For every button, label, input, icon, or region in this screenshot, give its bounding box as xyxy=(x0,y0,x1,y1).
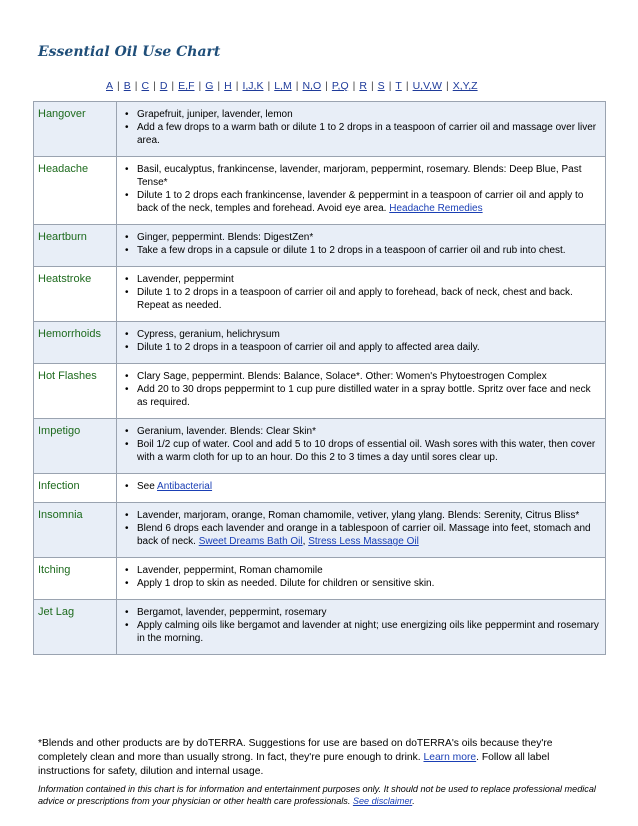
usage-cell xyxy=(117,322,606,364)
nav-separator: | xyxy=(153,80,156,92)
usage-text: Dilute 1 to 2 drops in a teaspoon of carrier oil and apply to affected area daily. xyxy=(137,342,480,353)
table-row xyxy=(34,558,606,600)
list-item xyxy=(137,577,601,590)
nav-separator: | xyxy=(405,80,409,92)
alpha-link-xyz[interactable]: X,Y,Z xyxy=(452,80,478,92)
nav-separator: | xyxy=(325,80,328,92)
list-item xyxy=(137,509,601,522)
usage-list xyxy=(121,108,601,147)
condition-name: Jet Lag xyxy=(34,600,117,655)
usage-text: Clary Sage, peppermint. Blends: Balance, Solace*. Other: Women's Phytoestrogen Complex xyxy=(137,371,547,382)
condition-name: Insomnia xyxy=(34,503,117,558)
alpha-link-h[interactable]: H xyxy=(224,80,232,92)
list-item xyxy=(137,619,601,645)
table-row xyxy=(34,474,606,503)
alpha-link-d[interactable]: D xyxy=(159,80,168,92)
usage-cell xyxy=(117,225,606,267)
stress-less-massage-oil-link[interactable]: Stress Less Massage Oil xyxy=(308,536,419,547)
usage-cell xyxy=(117,364,606,419)
table-row xyxy=(34,419,606,474)
alpha-link-a[interactable]: A xyxy=(106,80,114,92)
usage-cell xyxy=(117,267,606,322)
usage-cell xyxy=(117,558,606,600)
list-item xyxy=(137,425,601,438)
usage-cell xyxy=(117,503,606,558)
alpha-link-s[interactable]: S xyxy=(377,80,385,92)
alpha-link-t[interactable]: T xyxy=(395,80,402,92)
usage-cell xyxy=(117,102,606,157)
usage-text: Geranium, lavender. Blends: Clear Skin* xyxy=(137,426,316,437)
list-item: • Blend 6 drops each lavender and orange in a tablespoon of carrier oil. Massage into feet, stomach and back of neck. Sweet Dreams Bath Oil, Stress Less Massage Oil xyxy=(137,522,601,548)
usage-text: See xyxy=(137,481,155,492)
usage-list xyxy=(121,606,601,645)
list-item xyxy=(137,163,601,189)
alpha-link-g[interactable]: G xyxy=(205,80,214,92)
disclaimer-text: Information contained in this chart is for information and entertainment purposes only. It should not be used to replace professional medical advice or prescriptions from your physician or other health care professionals. xyxy=(38,784,596,806)
usage-text: Add 20 to 30 drops peppermint to 1 cup pure distilled water in a spray bottle. Spritz over face and neck as required. xyxy=(137,384,591,408)
list-item xyxy=(137,606,601,619)
alpha-link-uvw[interactable]: U,V,W xyxy=(412,80,442,92)
condition-name: Heartburn xyxy=(34,225,117,267)
usage-text: Add a few drops to a warm bath or dilute 1 to 2 drops in a teaspoon of carrier oil and massage over liver area. xyxy=(137,122,597,146)
list-item xyxy=(137,121,601,147)
condition-name: Itching xyxy=(34,558,117,600)
list-item xyxy=(137,370,601,383)
list-item xyxy=(137,480,601,493)
nav-separator: | xyxy=(171,80,175,92)
alpha-link-pq[interactable]: P,Q xyxy=(331,80,349,92)
list-item xyxy=(137,341,601,354)
usage-cell xyxy=(117,600,606,655)
condition-name: Hot Flashes xyxy=(34,364,117,419)
usage-list xyxy=(121,231,601,257)
usage-text: Boil 1/2 cup of water. Cool and add 5 to 10 drops of essential oil. Wash sores with this water, then cover with a warm cloth for up to an hour. Do this 2 to 3 times a day until sores clear up. xyxy=(137,439,596,463)
table-row xyxy=(34,157,606,225)
see-disclaimer-link[interactable]: See disclaimer xyxy=(352,796,413,806)
alpha-link-ef[interactable]: E,F xyxy=(178,80,195,92)
usage-cell xyxy=(117,157,606,225)
nav-separator: | xyxy=(235,80,239,92)
usage-text: Basil, eucalyptus, frankincense, lavender, marjoram, peppermint, rosemary. Blends: Deep Blue, Past Tense* xyxy=(137,164,582,188)
nav-separator: | xyxy=(352,80,356,92)
nav-separator: | xyxy=(445,80,449,92)
usage-text: Apply 1 drop to skin as needed. Dilute for children or sensitive skin. xyxy=(137,578,435,589)
usage-text: Cypress, geranium, helichrysum xyxy=(137,329,280,340)
list-item xyxy=(137,273,601,286)
usage-cell xyxy=(117,419,606,474)
table-row xyxy=(34,322,606,364)
oil-use-table xyxy=(33,101,606,655)
usage-text: Blend 6 drops each lavender and orange in a tablespoon of carrier oil. Massage into feet, stomach and back of neck. xyxy=(137,523,591,547)
alpha-link-b[interactable]: B xyxy=(123,80,131,92)
nav-separator: | xyxy=(198,80,202,92)
nav-separator: | xyxy=(388,80,392,92)
nav-separator: | xyxy=(295,80,299,92)
usage-list xyxy=(121,425,601,464)
list-item xyxy=(137,328,601,341)
condition-name: Hangover xyxy=(34,102,117,157)
condition-name: Hemorrhoids xyxy=(34,322,117,364)
usage-list xyxy=(121,163,601,215)
antibacterial-link[interactable]: Antibacterial xyxy=(157,481,213,492)
alpha-link-r[interactable]: R xyxy=(359,80,367,92)
footnote-text: *Blends and other products are by doTERRA. Suggestions for use are based on doTERRA's oils because they're completely clean and more than usually strong. In fact, they're pure enough to drink. xyxy=(38,738,553,763)
learn-more-link[interactable]: Learn more xyxy=(423,752,477,763)
list-item xyxy=(137,383,601,409)
usage-text: Take a few drops in a capsule or dilute 1 to 2 drops in a teaspoon of carrier oil and rub into chest. xyxy=(137,245,566,256)
disclaimer-text-after: . xyxy=(412,796,415,806)
usage-text: Ginger, peppermint. Blends: DigestZen* xyxy=(137,232,314,243)
nav-separator: | xyxy=(217,80,221,92)
list-item xyxy=(137,108,601,121)
condition-name: Heatstroke xyxy=(34,267,117,322)
list-item xyxy=(137,231,601,244)
usage-list xyxy=(121,564,601,590)
nav-separator: | xyxy=(267,80,271,92)
usage-list xyxy=(121,509,601,548)
usage-cell xyxy=(117,474,606,503)
usage-list xyxy=(121,328,601,354)
usage-text: Bergamot, lavender, peppermint, rosemary xyxy=(137,607,327,618)
page-title: Essential Oil Use Chart xyxy=(38,44,221,60)
condition-name: Infection xyxy=(34,474,117,503)
condition-name: Impetigo xyxy=(34,419,117,474)
table-row xyxy=(34,267,606,322)
list-item xyxy=(137,189,601,215)
footnote-text-after: . Follow all label instructions for safety, dilution and internal usage. xyxy=(38,752,550,777)
usage-list xyxy=(121,273,601,312)
table-row xyxy=(34,225,606,267)
usage-text: Dilute 1 to 2 drops in a teaspoon of carrier oil and apply to forehead, back of neck, chest and back. Repeat as needed. xyxy=(137,287,573,311)
table-row xyxy=(34,600,606,655)
table-row xyxy=(34,102,606,157)
blends-footnote xyxy=(38,737,598,779)
alpha-link-no[interactable]: N,O xyxy=(302,80,322,92)
usage-text: Lavender, marjoram, orange, Roman chamomile, vetiver, ylang ylang. Blends: Serenity, Citrus Bliss* xyxy=(137,510,580,521)
nav-separator: | xyxy=(370,80,374,92)
alpha-link-ijk[interactable]: I,J,K xyxy=(242,80,264,92)
usage-text: Lavender, peppermint, Roman chamomile xyxy=(137,565,323,576)
table-row xyxy=(34,503,606,558)
usage-text: Grapefruit, juniper, lavender, lemon xyxy=(137,109,293,120)
alphabet-nav xyxy=(106,80,478,92)
usage-text: Dilute 1 to 2 drops each frankincense, lavender & peppermint in a teaspoon of carrier oil and apply to back of the neck, temples and forehead. Avoid eye area. xyxy=(137,190,584,214)
usage-text: Apply calming oils like bergamot and lavender at night; use energizing oils like peppermint and rosemary in the morning. xyxy=(137,620,599,644)
usage-list xyxy=(121,370,601,409)
list-item xyxy=(137,286,601,312)
list-item xyxy=(137,564,601,577)
alpha-link-c[interactable]: C xyxy=(141,80,150,92)
table-row xyxy=(34,364,606,419)
nav-separator: | xyxy=(117,80,120,92)
usage-list xyxy=(121,480,601,493)
usage-text: Lavender, peppermint xyxy=(137,274,234,285)
disclaimer-note xyxy=(38,783,598,807)
list-item xyxy=(137,438,601,464)
condition-name: Headache xyxy=(34,157,117,225)
alpha-link-lm[interactable]: L,M xyxy=(274,80,292,92)
nav-separator: | xyxy=(134,80,138,92)
headache-remedies-link[interactable]: Headache Remedies xyxy=(389,203,483,214)
list-item xyxy=(137,244,601,257)
sweet-dreams-bath-oil-link[interactable]: Sweet Dreams Bath Oil xyxy=(198,536,303,547)
